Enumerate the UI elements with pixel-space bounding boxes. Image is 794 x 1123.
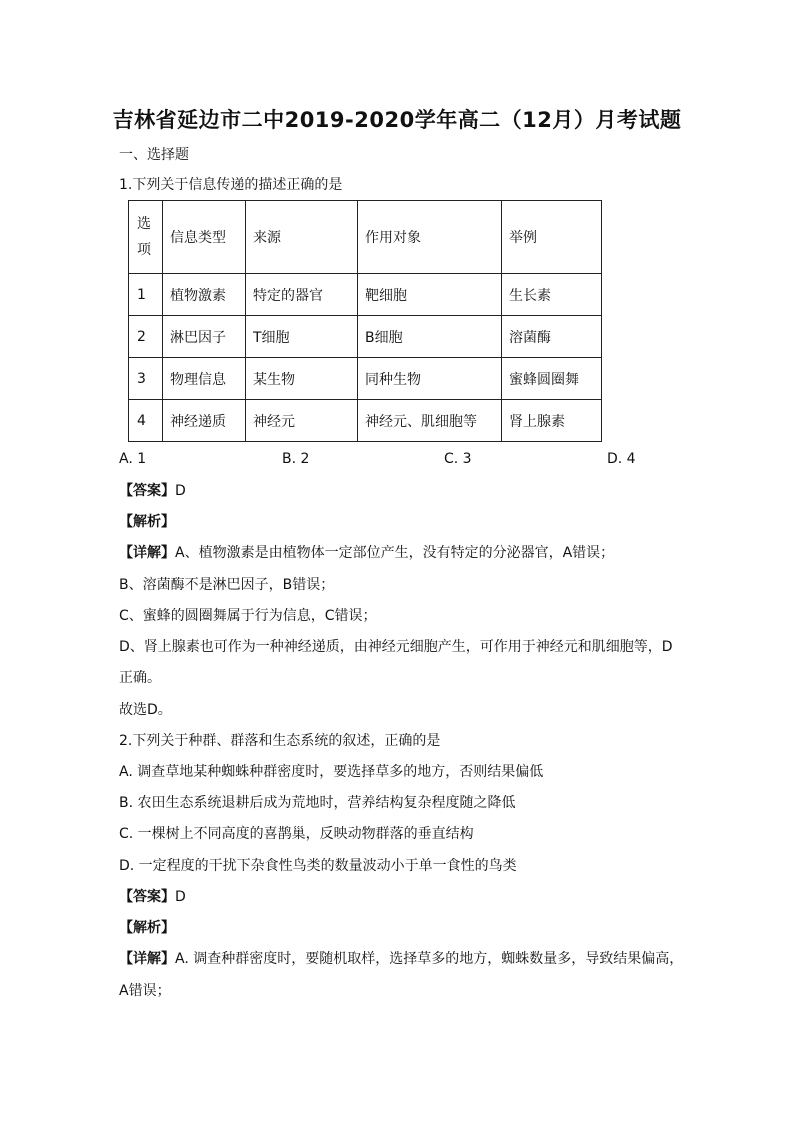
q2-option-c: C. 一棵树上不同高度的喜鹊巢，反映动物群落的垂直结构: [119, 826, 474, 842]
table-cell: 神经元: [246, 400, 358, 442]
table-cell: 物理信息: [163, 358, 246, 400]
table-row: [129, 400, 602, 442]
q1-detail-line: D、肾上腺素也可作为一种神经递质，由神经元细胞产生，可作用于神经元和肌细胞等，D: [119, 639, 673, 655]
q2-answer: [119, 888, 186, 906]
table-cell: 某生物: [246, 358, 358, 400]
q2-option-a: A. 调查草地某种蜘蛛种群密度时，要选择草多的地方，否则结果偏低: [119, 764, 544, 780]
table-cell: 4: [129, 400, 163, 442]
table-cell: 2: [129, 316, 163, 358]
page-title: 吉林省延边市二中2019-2020学年高二（12月）月考试题: [112, 108, 682, 132]
section-heading: 一、选择题: [119, 147, 189, 163]
q1-detail-line: C、蜜蜂的圆圈舞属于行为信息，C错误；: [119, 608, 377, 624]
question-2-stem: 2.下列关于种群、群落和生态系统的叙述，正确的是: [119, 733, 441, 749]
q1-detail-line: 故选D。: [119, 702, 172, 718]
table-cell: B细胞: [358, 316, 502, 358]
table-cell: T细胞: [246, 316, 358, 358]
q1-option-a: A. 1: [119, 451, 147, 467]
table-row: [129, 316, 602, 358]
table-row: [129, 358, 602, 400]
q1-option-c: C. 3: [444, 451, 472, 467]
table-row: [129, 274, 602, 316]
detail-label: 【详解】: [119, 545, 175, 561]
q1-analysis-label: 【解析】: [119, 514, 175, 530]
q1-detail-line: 【详解】A、植物激素是由植物体一定部位产生，没有特定的分泌器官，A错误；: [119, 545, 615, 561]
q2-option-b: B. 农田生态系统退耕后成为荒地时，营养结构复杂程度随之降低: [119, 795, 516, 811]
header-cell-info-type: 信息类型: [163, 201, 246, 274]
header-cell-example: 举例: [502, 201, 602, 274]
q1-detail-line: 正确。: [119, 670, 161, 686]
q1-answer: [119, 482, 186, 500]
table-cell: 神经递质: [163, 400, 246, 442]
question-1-stem: 1.下列关于信息传递的描述正确的是: [119, 177, 343, 193]
answer-value: D: [175, 889, 186, 905]
header-cell-option: 选 项: [129, 201, 163, 274]
table-cell: 肾上腺素: [502, 400, 602, 442]
table-cell: 特定的器官: [246, 274, 358, 316]
table-cell: 1: [129, 274, 163, 316]
table-cell: 溶菌酶: [502, 316, 602, 358]
table-cell: 淋巴因子: [163, 316, 246, 358]
question-1-table: [128, 200, 602, 442]
q2-detail-line: A错误；: [119, 983, 171, 999]
q1-option-b: B. 2: [282, 451, 310, 467]
table-cell: 3: [129, 358, 163, 400]
q1-option-d: D. 4: [607, 451, 636, 467]
header-cell-source: 来源: [246, 201, 358, 274]
table-cell: 神经元、肌细胞等: [358, 400, 502, 442]
q2-analysis-label: 【解析】: [119, 920, 175, 936]
table-cell: 同种生物: [358, 358, 502, 400]
detail-label: 【详解】: [119, 951, 175, 967]
table-cell: 蜜蜂圆圈舞: [502, 358, 602, 400]
answer-label: 【答案】: [119, 889, 175, 905]
answer-label: 【答案】: [119, 483, 175, 499]
q1-detail-line: B、溶菌酶不是淋巴因子，B错误；: [119, 577, 335, 593]
table-cell: 生长素: [502, 274, 602, 316]
header-cell-target: 作用对象: [358, 201, 502, 274]
q2-detail-line: 【详解】A. 调查种群密度时，要随机取样，选择草多的地方，蜘蛛数量多，导致结果偏高，: [119, 951, 684, 967]
answer-value: D: [175, 483, 186, 499]
table-cell: 植物激素: [163, 274, 246, 316]
table-header-row: [129, 201, 602, 274]
q2-option-d: D. 一定程度的干扰下杂食性鸟类的数量波动小于单一食性的鸟类: [119, 858, 517, 874]
table-cell: 靶细胞: [358, 274, 502, 316]
